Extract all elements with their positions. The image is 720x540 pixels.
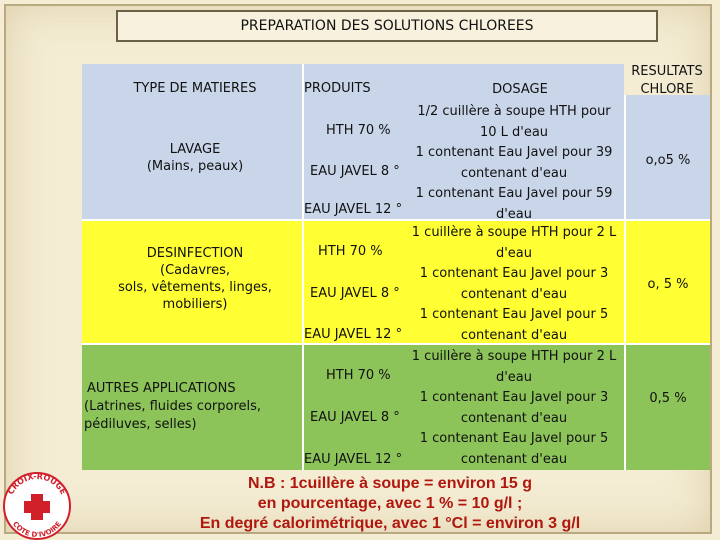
product-javel-8: EAU JAVEL 8 ° [310, 164, 400, 179]
note-line: N.B : 1cuillère à soupe = environ 15 g [247, 475, 533, 492]
note-line: En degré calorimétrique, avec 1 °Cl = environ 3 g/l [199, 515, 581, 532]
type-line: pédiluves, selles) [84, 417, 197, 432]
logo-text-bottom: COTE D'IVOIRE [10, 520, 64, 540]
product-javel-12: EAU JAVEL 12 ° [304, 202, 403, 217]
dosage-line: 1 contenant Eau Javel pour 3 [419, 266, 609, 281]
dosage-line: contenant d'eau [460, 327, 568, 343]
dosage-line: 1 cuillère à soupe HTH pour 2 L [411, 225, 617, 240]
dosage-line: contenant d'eau [460, 410, 568, 426]
dosage-line: 1 contenant Eau Javel pour 39 [415, 145, 613, 160]
header-resultats-line2: CHLORE [640, 82, 694, 97]
dosage-line: d'eau [495, 206, 533, 222]
dosage-line: 1 contenant Eau Javel pour 59 [415, 186, 613, 201]
header-produits: PRODUITS [304, 81, 371, 96]
result-desinfection: o, 5 % [647, 277, 689, 292]
type-lavage [110, 141, 280, 175]
title-text: PREPARATION DES SOLUTIONS CHLOREES [240, 18, 534, 34]
dosage-line: contenant d'eau [460, 165, 568, 181]
type-line: DESINFECTION [146, 246, 244, 261]
dosage-desinfection [404, 223, 624, 346]
header-dosage: DOSAGE [492, 82, 548, 97]
dosage-line: 1 cuillère à soupe HTH pour 2 L [411, 349, 617, 364]
type-line: (Latrines, fluides corporels, [84, 399, 262, 414]
product-javel-8: EAU JAVEL 8 ° [310, 410, 400, 425]
type-autres [84, 380, 294, 434]
result-band-autres [624, 344, 710, 470]
product-hth: HTH 70 % [326, 368, 391, 383]
dosage-line: 10 L d'eau [479, 124, 549, 140]
dosage-line: d'eau [495, 245, 533, 261]
type-line: mobiliers) [162, 297, 228, 312]
dosage-line: 1 contenant Eau Javel pour 5 [419, 307, 609, 322]
note-line: en pourcentage, avec 1 % = 10 g/l ; [257, 495, 523, 512]
dosage-line: d'eau [495, 369, 533, 385]
dosage-lavage [404, 102, 624, 225]
product-hth: HTH 70 % [326, 123, 391, 138]
product-javel-12: EAU JAVEL 12 ° [304, 327, 403, 342]
dosage-line: contenant d'eau [460, 286, 568, 302]
type-desinfection [100, 245, 290, 313]
result-lavage: o,o5 % [645, 153, 691, 168]
product-javel-8: EAU JAVEL 8 ° [310, 286, 400, 301]
note-block [120, 474, 660, 534]
dosage-line: contenant d'eau [460, 451, 568, 467]
result-autres: 0,5 % [649, 391, 687, 406]
dosage-line: 1 contenant Eau Javel pour 5 [419, 431, 609, 446]
dosage-autres [404, 347, 624, 470]
cross-horizontal [24, 501, 50, 513]
dosage-line: 1/2 cuillère à soupe HTH pour [417, 104, 611, 119]
type-line: LAVAGE [169, 142, 221, 157]
type-line: (Cadavres, [160, 263, 230, 278]
column-divider [302, 64, 304, 470]
header-resultats-line1: RESULTATS [631, 64, 703, 79]
header-resultats [622, 63, 712, 99]
type-line: (Mains, peaux) [146, 159, 244, 174]
logo-text-top: CROIX-ROUGE [6, 471, 68, 497]
product-hth: HTH 70 % [318, 244, 383, 259]
dosage-line: 1 contenant Eau Javel pour 3 [419, 390, 609, 405]
type-line: AUTRES APPLICATIONS [87, 381, 236, 396]
page-title [116, 10, 658, 42]
red-cross-logo-icon [0, 466, 74, 540]
type-line: sols, vêtements, linges, [118, 280, 272, 295]
header-type: TYPE DE MATIERES [133, 81, 257, 96]
product-javel-12: EAU JAVEL 12 ° [304, 452, 403, 467]
